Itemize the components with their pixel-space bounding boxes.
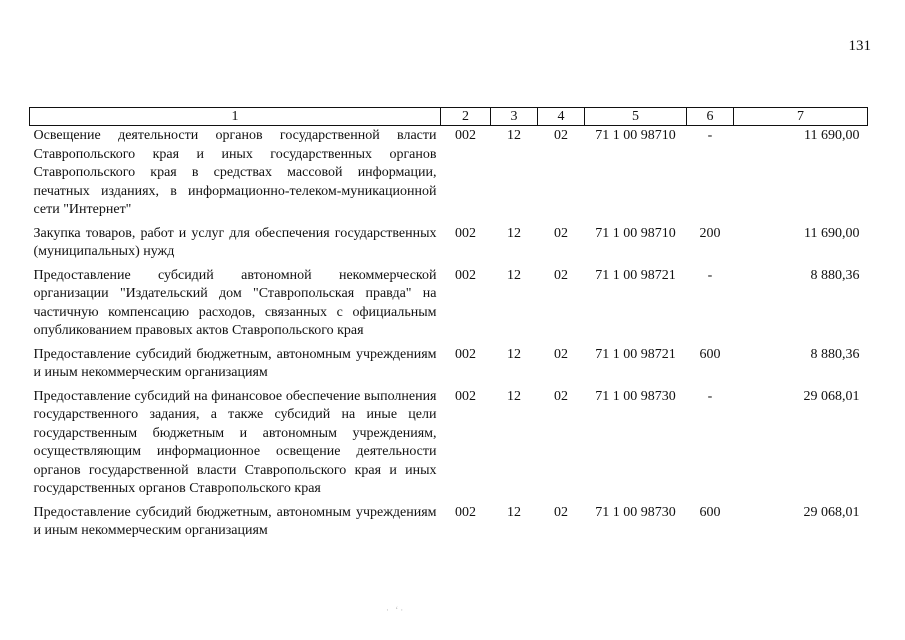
scan-artifact: · ‘· xyxy=(386,605,406,615)
ministry-code: 002 xyxy=(455,388,476,404)
ministry-code: 002 xyxy=(455,504,476,520)
amount-value: 8 880,36 xyxy=(810,267,860,283)
row-description: Закупка товаров, работ и услуг для обеспечения государственных (муниципальных) нужд xyxy=(33,225,437,259)
section-code: 12 xyxy=(507,346,521,362)
row-description: Предоставление субсидий автономной некоммерческой организации "Издательский дом "Ставропольская правда" на частичную компенсацию расходов, связанных с официальным опубликованием правовых актов Ставропольского края xyxy=(33,267,437,338)
subsection-code: 02 xyxy=(554,267,568,283)
table-row xyxy=(30,126,868,224)
target-article-code: 71 1 00 98721 xyxy=(595,267,676,283)
amount-value: 11 690,00 xyxy=(804,128,860,143)
row-description: Предоставление субсидий бюджетным, автономным учреждениям и иным некоммерческим организациям xyxy=(33,346,437,380)
target-article-code: 71 1 00 98721 xyxy=(595,346,676,362)
expense-type-code: - xyxy=(707,388,713,404)
section-code: 12 xyxy=(507,504,521,520)
table-row xyxy=(30,266,868,345)
column-number-row xyxy=(30,108,868,126)
column-header: 3 xyxy=(491,108,538,126)
target-article-code: 71 1 00 98710 xyxy=(595,128,676,143)
ministry-code: 002 xyxy=(455,225,476,241)
page-number: 131 xyxy=(848,38,871,54)
subsection-code: 02 xyxy=(554,504,568,520)
table-row xyxy=(30,345,868,387)
table-row xyxy=(30,503,868,545)
row-description: Освещение деятельности органов государственной власти Ставропольского края и иных государственных органов Ставропольского края в средствах массовой информации, печатных изданиях, в информационно-телеком-муникационной сети "Интернет" xyxy=(33,128,437,217)
subsection-code: 02 xyxy=(554,225,568,241)
expense-type-code: - xyxy=(707,128,713,143)
expense-type-code: 200 xyxy=(699,225,721,241)
section-code: 12 xyxy=(507,225,521,241)
section-code: 12 xyxy=(507,388,521,404)
table-row xyxy=(30,387,868,503)
target-article-code: 71 1 00 98710 xyxy=(595,225,676,241)
subsection-code: 02 xyxy=(554,388,568,404)
target-article-code: 71 1 00 98730 xyxy=(595,388,676,404)
subsection-code: 02 xyxy=(554,128,568,143)
budget-table xyxy=(29,107,868,545)
amount-value: 29 068,01 xyxy=(803,504,860,520)
amount-value: 11 690,00 xyxy=(804,225,860,241)
column-header: 2 xyxy=(441,108,491,126)
column-header: 5 xyxy=(585,108,687,126)
column-header: 6 xyxy=(687,108,734,126)
expense-type-code: 600 xyxy=(699,346,721,362)
column-header: 1 xyxy=(30,108,441,126)
target-article-code: 71 1 00 98730 xyxy=(595,504,676,520)
section-code: 12 xyxy=(507,128,521,143)
expense-type-code: 600 xyxy=(699,504,721,520)
expense-type-code: - xyxy=(707,267,713,283)
ministry-code: 002 xyxy=(455,346,476,362)
amount-value: 29 068,01 xyxy=(803,388,860,404)
column-header: 7 xyxy=(734,108,868,126)
row-description: Предоставление субсидий на финансовое обеспечение выполнения государственного задания, а также субсидий на иные цели государственным бюджетным и автономным учреждениям, осуществляющим информационное освещение деятельности органов государственной власти Ставропольского края и иных государственных органов Ставропольского края xyxy=(33,388,437,496)
row-description: Предоставление субсидий бюджетным, автономным учреждениям и иным некоммерческим организациям xyxy=(33,504,437,538)
amount-value: 8 880,36 xyxy=(810,346,860,362)
table-row xyxy=(30,224,868,266)
section-code: 12 xyxy=(507,267,521,283)
ministry-code: 002 xyxy=(455,267,476,283)
subsection-code: 02 xyxy=(554,346,568,362)
ministry-code: 002 xyxy=(455,128,476,143)
column-header: 4 xyxy=(538,108,585,126)
